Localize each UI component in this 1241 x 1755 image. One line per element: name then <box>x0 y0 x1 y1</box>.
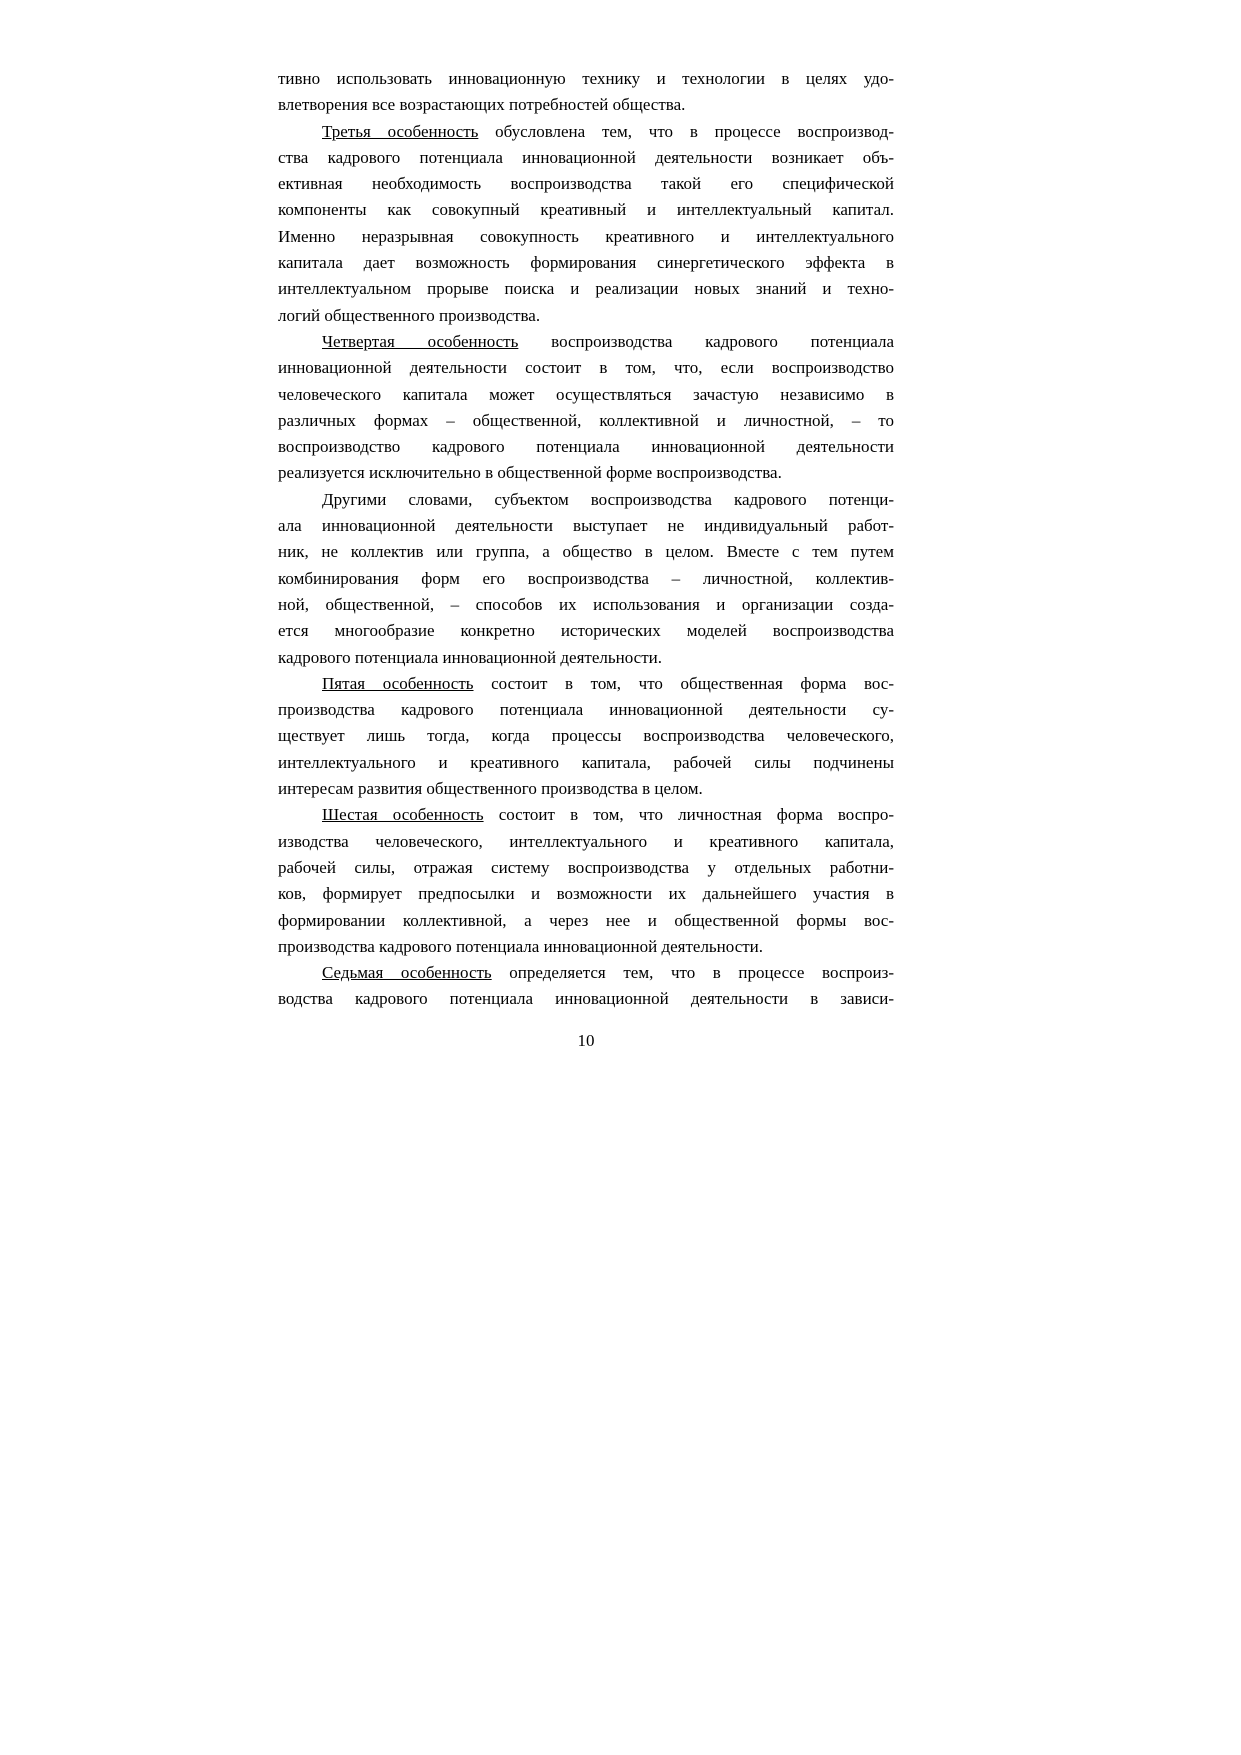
text-line: ала инновационной деятельности выступает не индивидуальный работ- <box>278 516 894 536</box>
text-line: интеллектуального и креативного капитала, рабочей силы подчинены <box>278 752 894 772</box>
paragraph <box>278 66 894 119</box>
text-line: производства кадрового потенциала инновационной деятельности. <box>278 936 764 956</box>
paragraph <box>278 487 894 671</box>
text-line: ков, формирует предпосылки и возможности их дальнейшего участия в <box>278 884 894 904</box>
text-line: Третья особенность обусловлена тем, что в процессе воспроизвод- <box>322 121 894 141</box>
text-line: Седьмая особенность определяется тем, что в процессе воспроиз- <box>322 963 895 983</box>
text-line: тивно использовать инновационную технику и технологии в целях удо- <box>278 69 894 88</box>
text-line: логий общественного производства. <box>278 305 541 325</box>
text-line: Четвертая особенность воспроизводства кадрового потенциала <box>322 331 894 351</box>
text-line: водства кадрового потенциала инновационной деятельности в зависи- <box>278 989 894 1009</box>
text-line: ществует лишь тогда, когда процессы воспроизводства человеческого, <box>278 726 894 746</box>
text-line: ной, общественной, – способов их использования и организации созда- <box>278 594 894 614</box>
text-line: реализуется исключительно в общественной форме воспроизводства. <box>278 463 782 483</box>
text-line: инновационной деятельности состоит в том, что, если воспроизводство <box>278 358 894 378</box>
text-line: формировании коллективной, а через нее и общественной формы вос- <box>278 910 894 930</box>
underlined-lead: Четвертая особенность <box>322 331 519 351</box>
paragraph <box>278 329 894 487</box>
text-line: рабочей силы, отражая систему воспроизводства у отдельных работни- <box>278 857 894 877</box>
text-line: кадрового потенциала инновационной деятельности. <box>278 647 662 667</box>
text-line: ективная необходимость воспроизводства такой его специфической <box>278 174 894 194</box>
text-line: комбинирования форм его воспроизводства – личностной, коллектив- <box>278 568 894 588</box>
text-line: интересам развития общественного производства в целом. <box>278 779 703 799</box>
text-line: ется многообразие конкретно исторических моделей воспроизводства <box>278 621 894 641</box>
text-line: Другими словами, субъектом воспроизводства кадрового потенци- <box>322 489 894 509</box>
paragraph <box>278 671 894 802</box>
text-line: капитала дает возможность формирования синергетического эффекта в <box>278 253 894 273</box>
page-number: 10 <box>577 1031 595 1050</box>
paragraph <box>278 960 894 1013</box>
text-line: интеллектуальном прорыве поиска и реализации новых знаний и техно- <box>278 279 894 299</box>
underlined-lead: Шестая особенность <box>322 805 484 825</box>
text-line: Именно неразрывная совокупность креативного и интеллектуального <box>278 226 894 246</box>
text-line: человеческого капитала может осуществляться зачастую независимо в <box>278 384 894 404</box>
text-line: ник, не коллектив или группа, а общество в целом. Вместе с тем путем <box>278 542 894 562</box>
underlined-lead: Пятая особенность <box>322 673 474 693</box>
text-line: изводства человеческого, интеллектуального и креативного капитала, <box>278 831 894 851</box>
text-line: Шестая особенность состоит в том, что личностная форма воспро- <box>322 805 895 825</box>
text-line: Пятая особенность состоит в том, что общественная форма вос- <box>322 673 894 693</box>
text-line: влетворения все возрастающих потребностей общества. <box>278 95 686 115</box>
text-block <box>278 66 894 1013</box>
underlined-lead: Седьмая особенность <box>322 963 492 983</box>
text-line: производства кадрового потенциала инновационной деятельности су- <box>278 700 894 720</box>
text-line: компоненты как совокупный креативный и интеллектуальный капитал. <box>278 200 894 220</box>
paragraph <box>278 802 894 960</box>
paragraph <box>278 119 894 329</box>
text-line: воспроизводство кадрового потенциала инновационной деятельности <box>278 437 894 457</box>
text-line: различных формах – общественной, коллективной и личностной, – то <box>278 410 894 430</box>
underlined-lead: Третья особенность <box>322 121 479 141</box>
text-line: ства кадрового потенциала инновационной деятельности возникает объ- <box>278 147 894 167</box>
